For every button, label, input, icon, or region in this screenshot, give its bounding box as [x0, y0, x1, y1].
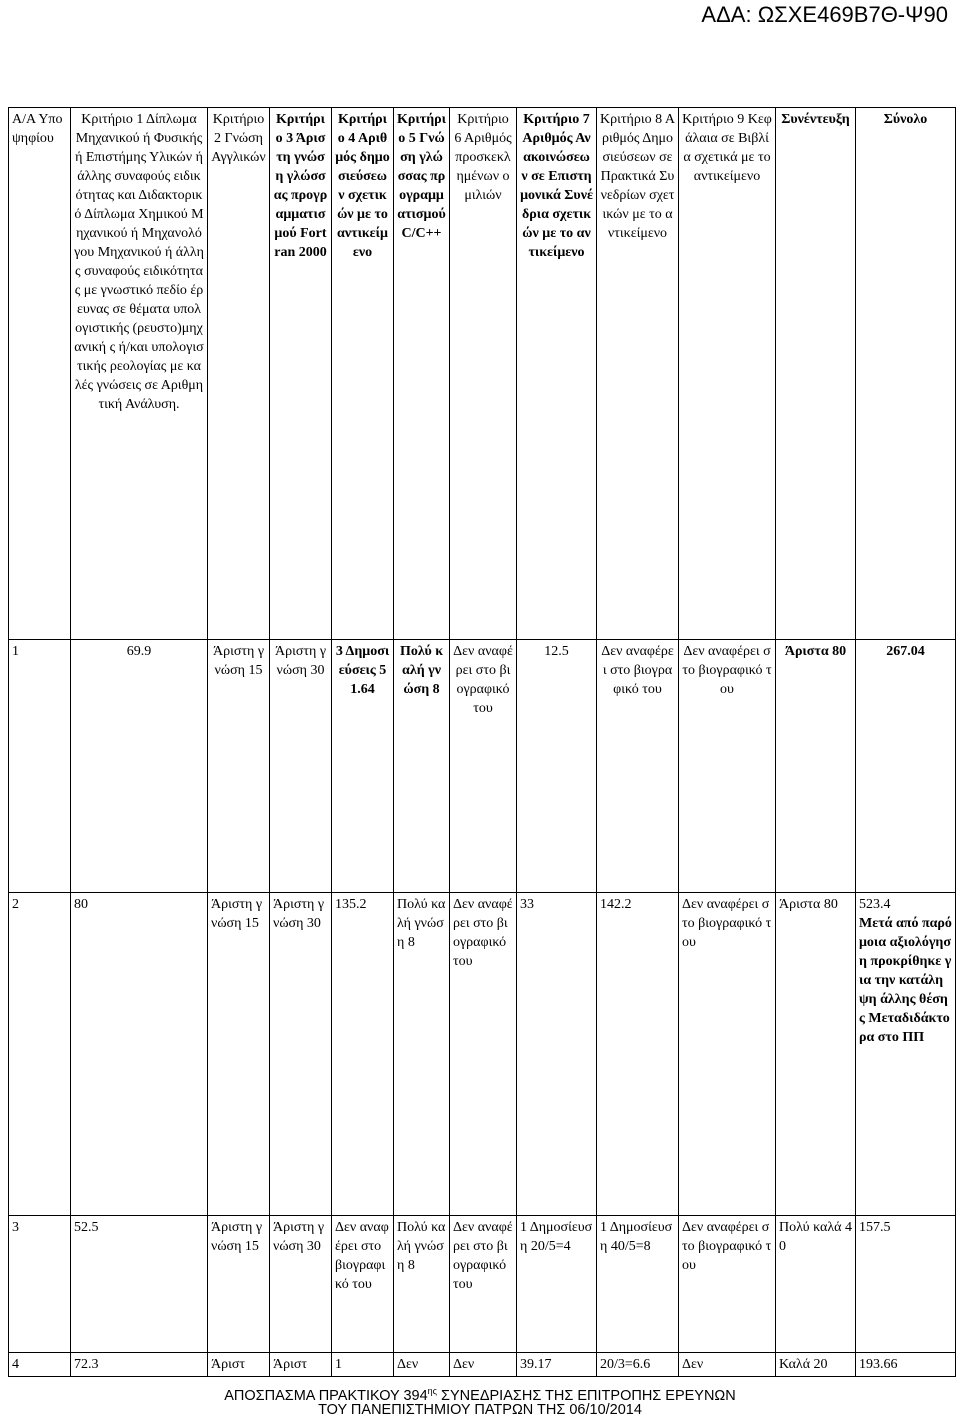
criterion-5-score: Πολύ καλή γνώση 8	[394, 640, 450, 893]
criterion-6-score: Δεν	[450, 1353, 517, 1377]
criterion-2-score: Άριστη γνώση 15	[208, 893, 270, 1216]
criterion-8-score: Δεν αναφέρει στο βιογραφικό του	[597, 640, 679, 893]
criterion-7-score: 1 Δημοσίευση 20/5=4	[517, 1216, 597, 1353]
criterion-5-score: Δεν	[394, 1353, 450, 1377]
candidate-id: 2	[9, 893, 71, 1216]
criterion-1-score: 72.3	[71, 1353, 208, 1377]
header-total: Σύνολο	[856, 108, 956, 640]
criterion-5-score: Πολύ καλή γνώση 8	[394, 1216, 450, 1353]
header-criterion-1: Κριτήριο 1 Δίπλωμα Μηχανικού ή Φυσικής ή Επιστήμης Υλικών ή άλλης συναφούς ειδικότητας και Διδακτορικό Δίπλωμα Χημικού Μηχανικού ή Μηχανολόγου Μηχανικού ή άλλης συναφούς ειδικότητας με γνωστικό πεδίο έρευνας σε θέματα υπολογιστικής (ρευστο)μηχανική ς ή/και υπολογιστικής ρεολογίας με καλές γνώσεις σε Αριθμητική Ανάλυση.	[71, 108, 208, 640]
criterion-1-score: 80	[71, 893, 208, 1216]
footer-line-2: ΤΟΥ ΠΑΝΕΠΙΣΤΗΜΙΟΥ ΠΑΤΡΩΝ ΤΗΣ 06/10/2014	[318, 1402, 642, 1418]
table-row	[9, 640, 956, 893]
criterion-6-score: Δεν αναφέρει στο βιογραφικό του	[450, 640, 517, 893]
criterion-7-score: 12.5	[517, 640, 597, 893]
criterion-3-score: Άριστη γνώση 30	[270, 640, 332, 893]
criterion-4-score: 1	[332, 1353, 394, 1377]
interview-score: Καλά 20	[776, 1353, 856, 1377]
header-criterion-7: Κριτήριο 7 Αριθμός Ανακοινώσεων σε Επιστημονικά Συνέδρια σχετικών με το αντικείμενο	[517, 108, 597, 640]
criterion-7-score: 33	[517, 893, 597, 1216]
footer-text-b: ΣΥΝΕΔΡΙΑΣΗΣ ΤΗΣ ΕΠΙΤΡΟΠΗΣ ΕΡΕΥΝΩΝ	[437, 1387, 736, 1404]
criterion-2-score: Άριστ	[208, 1353, 270, 1377]
total-score: 193.66	[856, 1353, 956, 1377]
candidate-id: 4	[9, 1353, 71, 1377]
criterion-4-score: 135.2	[332, 893, 394, 1216]
table-row	[9, 1353, 956, 1377]
interview-score: Άριστα 80	[776, 893, 856, 1216]
criterion-6-score: Δεν αναφέρει στο βιογραφικό του	[450, 893, 517, 1216]
candidate-id: 3	[9, 1216, 71, 1353]
table-row	[9, 893, 956, 1216]
header-interview: Συνέντευξη	[776, 108, 856, 640]
header-criterion-2: Κριτήριο 2 Γνώση Αγγλικών	[208, 108, 270, 640]
table-row	[9, 1216, 956, 1353]
criterion-9-score: Δεν αναφέρει στο βιογραφικό του	[679, 893, 776, 1216]
total-score: 267.04	[856, 640, 956, 893]
criterion-7-score: 39.17	[517, 1353, 597, 1377]
header-row	[9, 108, 956, 640]
total-note: Μετά από παρόμοια αξιολόγηση προκρίθηκε για την κατάληψη άλλης θέσης Μεταδιδάκτορα στο ΠΠ	[859, 916, 952, 1045]
criterion-4-score: Δεν αναφέρει στο βιογραφικό του	[332, 1216, 394, 1353]
header-criterion-3: Κριτήριο 3 Άριστη γνώση γλώσσας προγραμματισμού Fortran 2000	[270, 108, 332, 640]
header-criterion-9: Κριτήριο 9 Κεφάλαια σε Βιβλία σχετικά με το αντικείμενο	[679, 108, 776, 640]
criterion-3-score: Άριστη γνώση 30	[270, 1216, 332, 1353]
criterion-8-score: 142.2	[597, 893, 679, 1216]
header-criterion-4: Κριτήριο 4 Αριθμός δημοσιεύσεων σχετικών με το αντικείμενο	[332, 108, 394, 640]
criterion-4-score: 3 Δημοσιεύσεις 51.64	[332, 640, 394, 893]
criterion-2-score: Άριστη γνώση 15	[208, 1216, 270, 1353]
criterion-2-score: Άριστη γνώση 15	[208, 640, 270, 893]
criterion-5-score: Πολύ καλή γνώση 8	[394, 893, 450, 1216]
ada-code: ΑΔΑ: ΩΣΧΕ469Β7Θ-Ψ90	[701, 2, 948, 27]
total-score: 157.5	[856, 1216, 956, 1353]
interview-score: Πολύ καλά 40	[776, 1216, 856, 1353]
criterion-9-score: Δεν αναφέρει στο βιογραφικό του	[679, 640, 776, 893]
criterion-3-score: Άριστ	[270, 1353, 332, 1377]
criterion-9-score: Δεν	[679, 1353, 776, 1377]
header-criterion-6: Κριτήριο 6 Αριθμός προσκεκλημένων ομιλιών	[450, 108, 517, 640]
header-criterion-8: Κριτήριο 8 Αριθμός Δημοσιεύσεων σε Πρακτικά Συνεδρίων σχετικών με το αντικείμενο	[597, 108, 679, 640]
criterion-6-score: Δεν αναφέρει στο βιογραφικό του	[450, 1216, 517, 1353]
interview-score: Άριστα 80	[776, 640, 856, 893]
criterion-8-score: 1 Δημοσίευση 40/5=8	[597, 1216, 679, 1353]
criterion-3-score: Άριστη γνώση 30	[270, 893, 332, 1216]
footer-ordinal: ης	[427, 1386, 438, 1396]
candidate-id: 1	[9, 640, 71, 893]
footer-text-a: ΑΠΟΣΠΑΣΜΑ ΠΡΑΚΤΙΚΟΥ 394	[224, 1387, 428, 1404]
header-criterion-5: Κριτήριο 5 Γνώση γλώσσας προγραμματισμού C/C++	[394, 108, 450, 640]
criterion-1-score: 69.9	[71, 640, 208, 893]
criterion-9-score: Δεν αναφέρει στο βιογραφικό του	[679, 1216, 776, 1353]
total-score: 523.4	[859, 897, 891, 912]
total-cell	[856, 893, 956, 1216]
evaluation-table	[8, 107, 956, 1377]
criterion-1-score: 52.5	[71, 1216, 208, 1353]
header-aa: Α/Α Υποψηφίου	[9, 108, 71, 640]
criterion-8-score: 20/3=6.6	[597, 1353, 679, 1377]
